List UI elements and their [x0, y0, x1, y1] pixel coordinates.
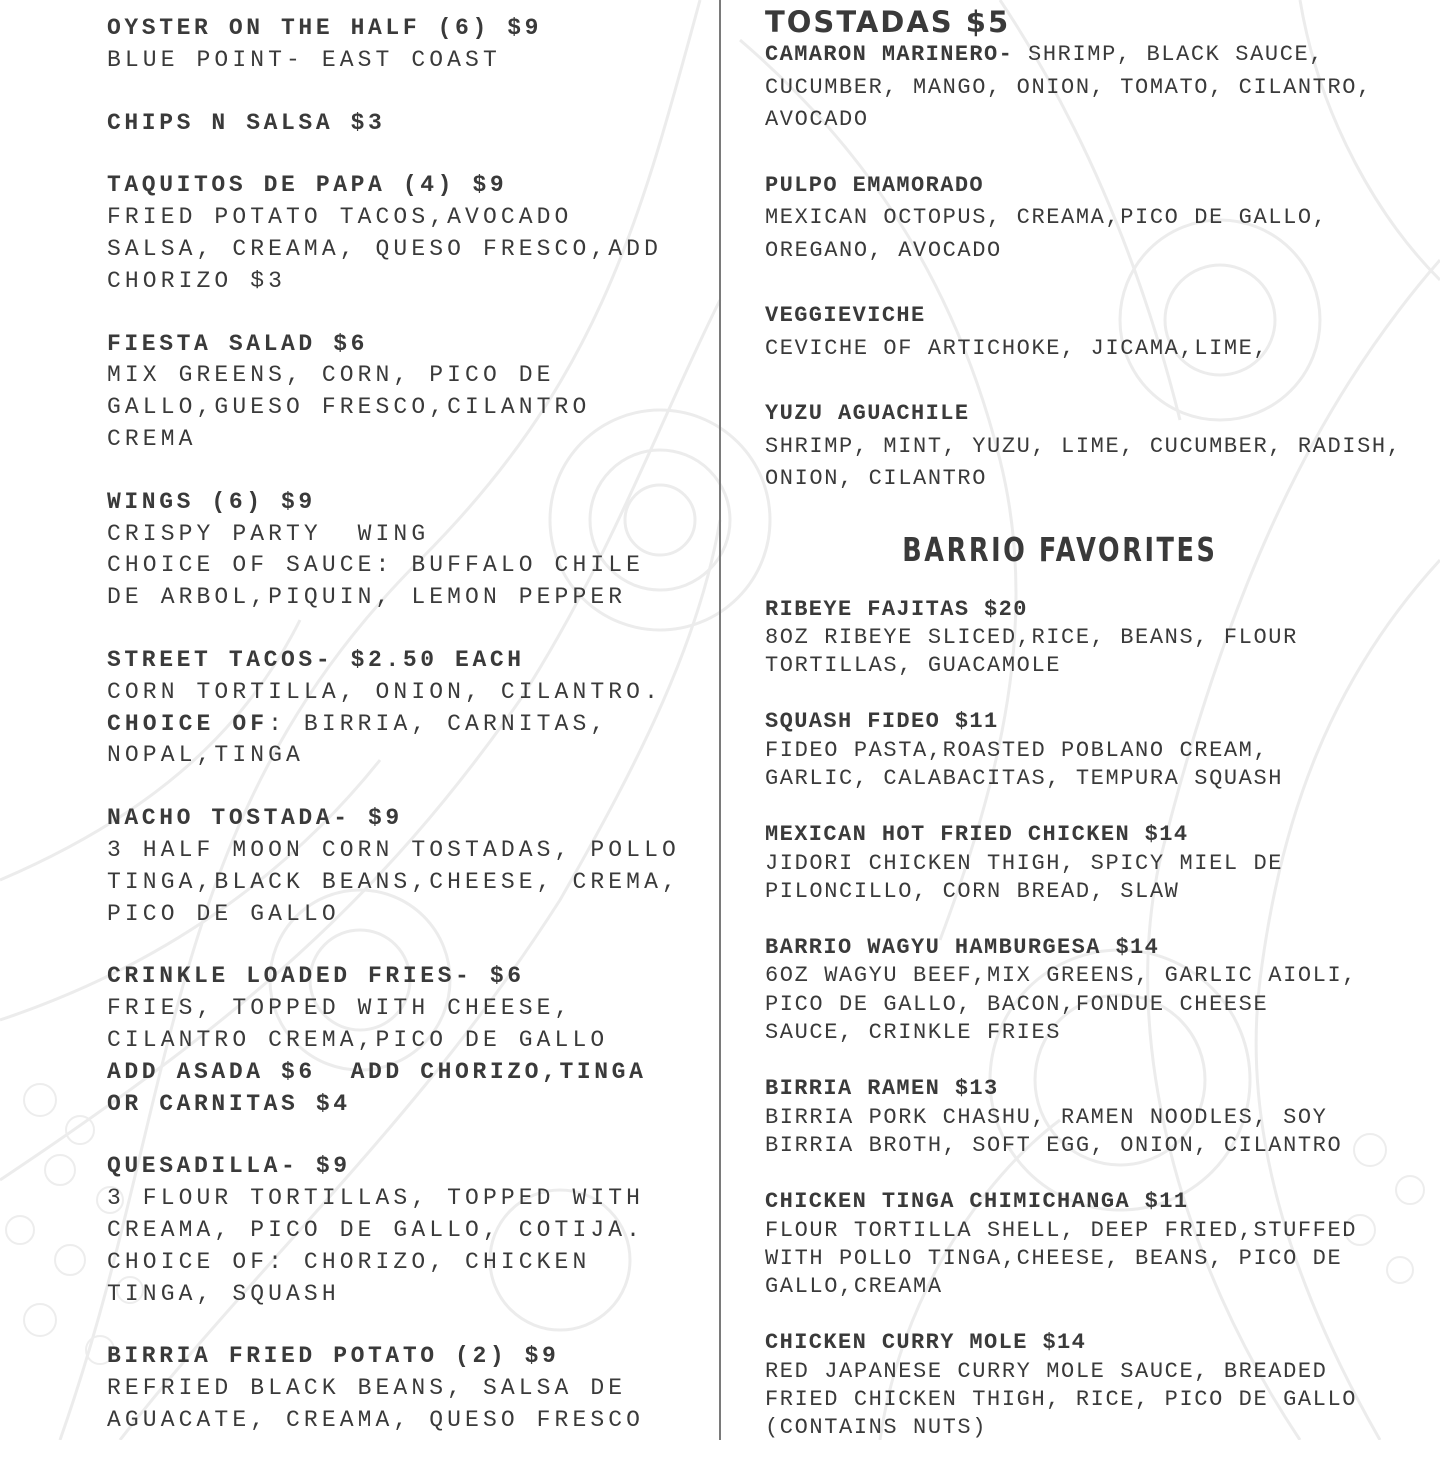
item-title: VEGGIEVICHE — [765, 303, 926, 328]
item-title: FIESTA SALAD $6 — [107, 330, 369, 357]
item-title: RIBEYE FAJITAS $20 — [765, 596, 1028, 622]
item-title: STREET TACOS- $2.50 EACH — [107, 646, 525, 673]
item-description: WITH POLLO TINGA,CHEESE, BEANS, PICO DE — [765, 1245, 1343, 1271]
item-description: CORN TORTILLA, ONION, CILANTRO. — [107, 678, 662, 705]
item-title: CAMARON MARINERO- — [765, 42, 1014, 67]
menu-item — [765, 1075, 1425, 1160]
item-description: CHORIZO $3 — [107, 267, 287, 294]
item-description: GALLO,CREAMA — [765, 1274, 943, 1300]
menu-item — [107, 961, 707, 1120]
item-description-start: SHRIMP, BLACK SAUCE, — [1013, 42, 1325, 67]
item-title: BIRRIA FRIED POTATO (2) $9 — [107, 1343, 560, 1370]
item-description: AVOCADO — [765, 107, 869, 132]
item-description: NOPAL,TINGA — [107, 742, 304, 769]
item-title: WINGS (6) $9 — [107, 488, 316, 515]
item-description: PICO DE GALLO — [107, 900, 340, 927]
menu-item — [765, 708, 1425, 793]
item-description: PICO DE GALLO, BACON,FONDUE CHEESE — [765, 991, 1269, 1017]
item-description: BIRRIA PORK CHASHU, RAMEN NOODLES, SOY — [765, 1104, 1328, 1130]
menu-item — [765, 1188, 1425, 1301]
item-description: 8OZ RIBEYE SLICED,RICE, BEANS, FLOUR — [765, 624, 1298, 650]
item-description: OREGANO, AVOCADO — [765, 237, 1002, 263]
menu-item — [107, 1151, 707, 1310]
tostadas-heading: TOSTADAS $5 — [765, 5, 1011, 39]
menu-item — [107, 645, 707, 772]
item-title: MEXICAN HOT FRIED CHICKEN $14 — [765, 822, 1189, 848]
item-description: JIDORI CHICKEN THIGH, SPICY MIEL DE — [765, 850, 1284, 876]
item-description: FLOUR TORTILLA SHELL, DEEP FRIED,STUFFED — [765, 1217, 1358, 1243]
item-title: PULPO EMAMORADO — [765, 172, 985, 198]
menu-item — [107, 1341, 707, 1436]
item-title: BARRIO WAGYU HAMBURGESA $14 — [765, 935, 1160, 961]
menu-item — [107, 170, 707, 297]
menu-item — [107, 329, 707, 456]
item-description: RED JAPANESE CURRY MOLE SAUCE, BREADED — [765, 1358, 1328, 1384]
item-addon: ADD ASADA $6 ADD CHORIZO,TINGA — [107, 1058, 647, 1085]
item-description: PILONCILLO, CORN BREAD, SLAW — [765, 878, 1180, 904]
item-description: BLUE POINT- EAST COAST — [107, 46, 501, 73]
item-description — [765, 39, 1425, 72]
item-description: GALLO,GUESO FRESCO,CILANTRO — [107, 394, 591, 421]
item-title: CRINKLE LOADED FRIES- $6 — [107, 963, 525, 990]
item-description: FRIES, TOPPED WITH CHEESE, — [107, 995, 573, 1022]
item-description: FRIED CHICKEN THIGH, RICE, PICO DE GALLO — [765, 1387, 1358, 1413]
menu-item — [765, 821, 1425, 906]
item-addon: OR CARNITAS $4 — [107, 1090, 351, 1117]
item-description: 3 FLOUR TORTILLAS, TOPPED WITH — [107, 1185, 645, 1212]
item-description: CHOICE OF SAUCE: BUFFALO CHILE — [107, 552, 645, 579]
item-description: AGUACATE, CREAMA, QUESO FRESCO — [107, 1406, 645, 1433]
item-description: CHOICE OF: CHORIZO, CHICKEN — [107, 1248, 591, 1275]
menu-item — [107, 108, 707, 140]
item-description: MEXICAN OCTOPUS, CREAMA,PICO DE GALLO, — [765, 205, 1328, 230]
item-description: FIDEO PASTA,ROASTED POBLANO CREAM, — [765, 737, 1269, 763]
item-description: BIRRIA BROTH, SOFT EGG, ONION, CILANTRO — [765, 1132, 1343, 1158]
left-column — [107, 0, 707, 1468]
item-description: CEVICHE OF ARTICHOKE, JICAMA,LIME, — [765, 335, 1269, 361]
item-description: SHRIMP, MINT, YUZU, LIME, CUCUMBER, RADISH, — [765, 433, 1402, 459]
choice-options: : BIRRIA, CARNITAS, — [268, 710, 609, 737]
item-title: CHICKEN TINGA CHIMICHANGA $11 — [765, 1189, 1189, 1215]
item-title: SQUASH FIDEO $11 — [765, 709, 999, 735]
menu-item — [765, 39, 1425, 137]
item-title: CHICKEN CURRY MOLE $14 — [765, 1330, 1087, 1356]
menu-item — [765, 300, 1425, 365]
menu-item — [765, 398, 1425, 496]
item-description: FRIED POTATO TACOS,AVOCADO — [107, 204, 573, 231]
item-description: CRISPY PARTY WING — [107, 520, 430, 547]
item-title: CHIPS N SALSA $3 — [107, 109, 386, 136]
item-title: BIRRIA RAMEN $13 — [765, 1076, 999, 1102]
menu-item — [107, 803, 707, 930]
item-title: OYSTER ON THE HALF (6) $9 — [107, 15, 543, 41]
menu-item — [765, 934, 1425, 1047]
item-title: TAQUITOS DE PAPA (4) $9 — [107, 172, 508, 199]
item-description: TINGA, SQUASH — [107, 1280, 340, 1307]
menu-item — [107, 13, 707, 77]
barrio-favorites-heading: BARRIO FAVORITES — [902, 529, 1218, 569]
item-description: CUCUMBER, MANGO, ONION, TOMATO, CILANTRO, — [765, 74, 1372, 100]
item-title: YUZU AGUACHILE — [765, 401, 970, 426]
item-description: GARLIC, CALABACITAS, TEMPURA SQUASH — [765, 765, 1284, 791]
item-title: QUESADILLA- $9 — [107, 1153, 351, 1180]
item-description — [107, 709, 707, 741]
column-divider — [719, 0, 721, 1440]
menu-item — [765, 1329, 1425, 1442]
item-description: CREMA — [107, 425, 197, 452]
item-description: (CONTAINS NUTS) — [765, 1415, 988, 1441]
item-description: 6OZ WAGYU BEEF,MIX GREENS, GARLIC AIOLI, — [765, 963, 1358, 989]
item-description: ONION, CILANTRO — [765, 466, 988, 491]
item-description: CILANTRO CREMA,PICO DE GALLO — [107, 1026, 609, 1053]
menu-item — [765, 596, 1425, 681]
choice-label: CHOICE OF — [107, 710, 269, 737]
item-title: NACHO TOSTADA- $9 — [107, 805, 403, 832]
item-description: 3 HALF MOON CORN TOSTADAS, POLLO — [107, 836, 680, 863]
item-description: SAUCE, CRINKLE FRIES — [765, 1020, 1062, 1046]
right-column — [765, 0, 1425, 1471]
item-description: MIX GREENS, CORN, PICO DE — [107, 362, 555, 389]
item-description: SALSA, CREAMA, QUESO FRESCO,ADD — [107, 235, 662, 262]
menu-item — [107, 487, 707, 614]
item-description: REFRIED BLACK BEANS, SALSA DE — [107, 1375, 627, 1402]
item-description: TINGA,BLACK BEANS,CHEESE, CREMA, — [107, 868, 680, 895]
menu-item — [765, 170, 1425, 268]
item-description: CREAMA, PICO DE GALLO, COTIJA. — [107, 1216, 645, 1243]
item-description: TORTILLAS, GUACAMOLE — [765, 653, 1062, 679]
item-description: DE ARBOL,PIQUIN, LEMON PEPPER — [107, 584, 627, 611]
